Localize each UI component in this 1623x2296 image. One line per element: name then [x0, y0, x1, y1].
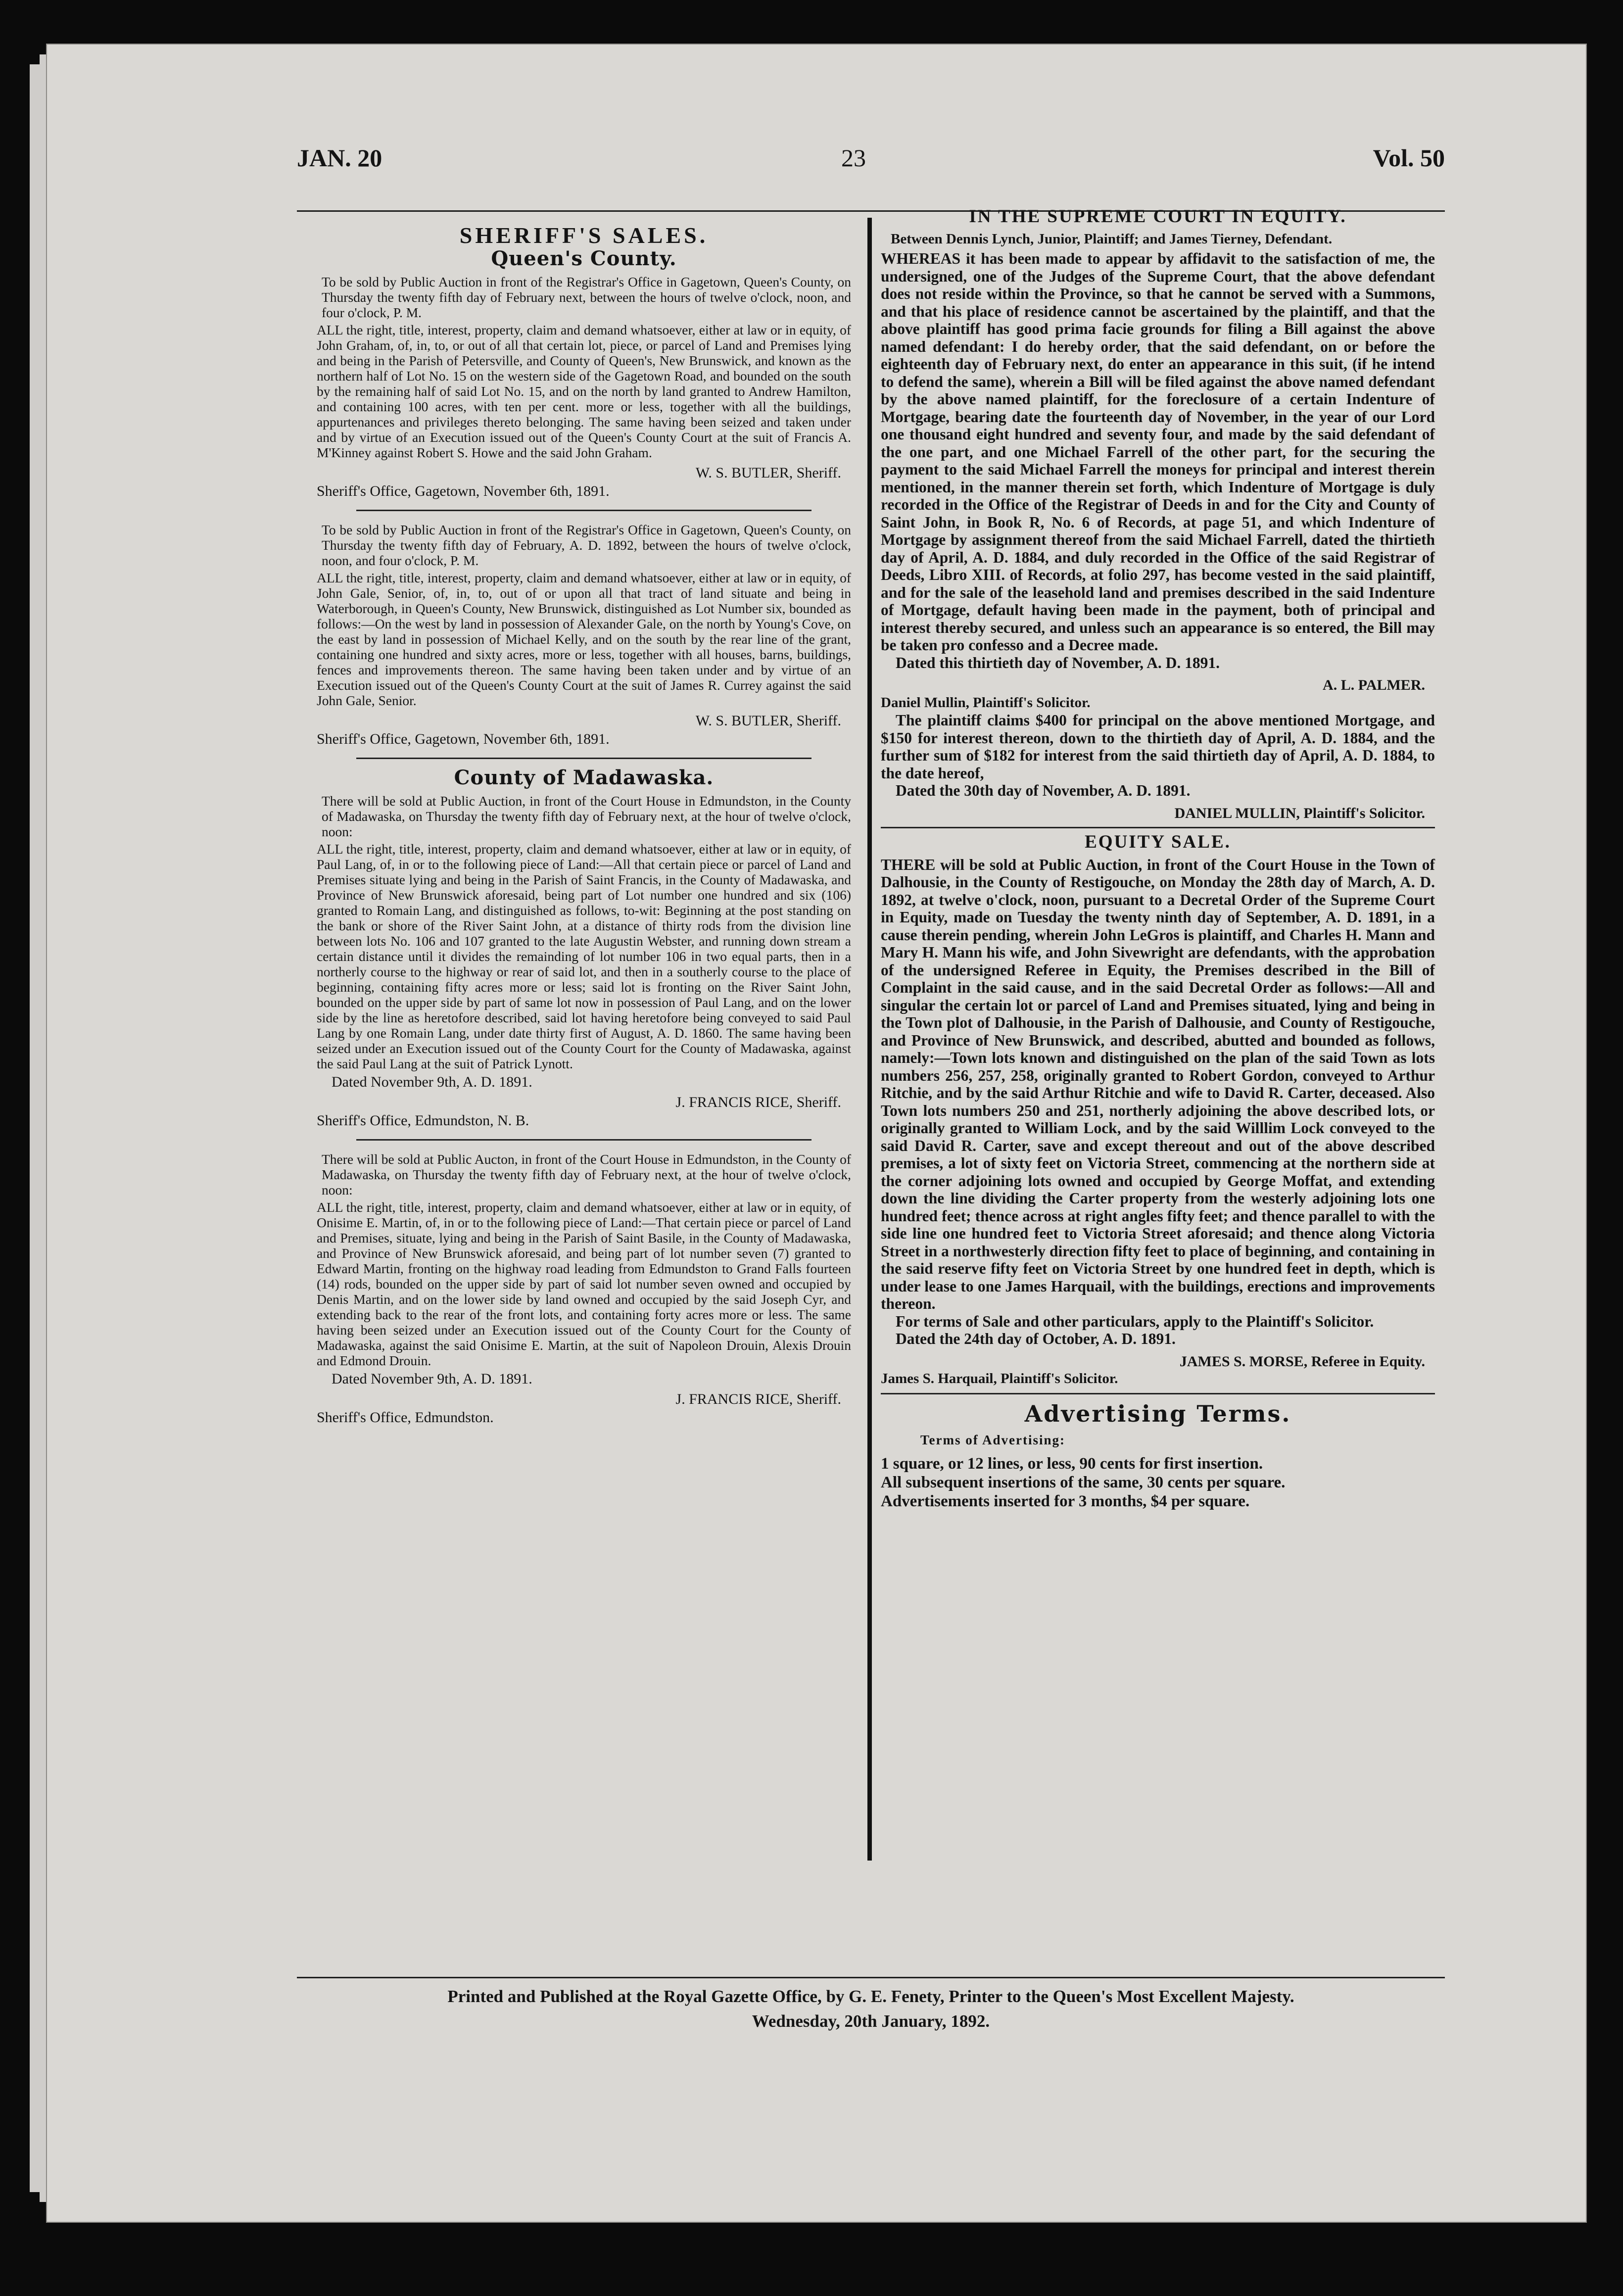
equity-solicitor: James S. Harquail, Plaintiff's Solicitor. [881, 1371, 1118, 1387]
advertising-rate-2: All subsequent insertions of the same, 30 cents per square. [881, 1473, 1286, 1491]
separator [356, 1139, 812, 1141]
court-order-body: WHEREAS it has been made to appear by affidavit to the satisfaction of me, the undersigned, one of the Judges of the Supreme Court, that the above defendant does not reside within the Province, so that he cannot be served with a Summons, and that his place of residence cannot be ascertained by the plaintiff, and that the above plaintiff has good prima facie grounds for filing a Bill against the above named defendant: I do hereby order, that the said defendant, on or before the eighteenth day of February next, do enter an appearance in this suit, (if he intend to defend the same), wherein a Bill will be filed against the above named defendant by the above named plaintiff, for the foreclosure of a certain Indenture of Mortgage, bearing date the fourteenth day of November, in the year of our Lord one thousand eight hundred and seventy four, and made by the said defendant of the one part, and one Michael Farrell of the other part, for the securing the payment to the said Michael Farrell the moneys for principal and interest therein mentioned, in the manner therein set forth, which Indenture of Mortgage is duly recorded in the Office of the Registrar of Deeds in and for the City and County of Saint John, in Book R, No. 6 of Records, at page 51, and which Indenture of Mortgage by assignment thereof from the said Michael Farrell, dated the thirtieth day of April, A. D. 1884, and duly recorded in the Office of the said Registrar of Deeds, Libro XIII. of Records, at folio 297, has become vested in the said plaintiff, and for the sale of the leasehold land and premises described in the said Indenture of Mortgage, default having been made in the payment, both of principal and interest thereby secured, and unless such an appearance is so entered, the Bill may be taken pro confesso and a Decree made. [881, 250, 1435, 654]
madawaska-notice2-signature: J. FRANCIS RICE, Sheriff. [675, 1391, 841, 1407]
advertising-rate-3: Advertisements inserted for 3 months, $4 per square. [881, 1492, 1250, 1510]
queens-notice1-body: ALL the right, title, interest, property, claim and demand whatsoever, either at law or in equity, of John Graham, of, in, to, or out of all that certain lot, piece, or parcel of Land and Premises lying and being in the Parish of Petersville, and County of Queen's, New Brunswick, and known as the northern half of Lot No. 15 on the western side of the Gagetown Road, and bounded on the south by the remaining half of said Lot No. 15, and on the north by land granted to Andrew Hamilton, and containing 100 acres, with ten per cent. more or less, together with all the buildings, appurtenances and privileges thereto belonging. The same having been seized and taken under and by virtue of an Execution issued out of the Queen's County Court at the suit of Francis A. M'Kinney against Robert S. Howe and the said John Graham. [317, 322, 851, 460]
footer-printer: Printed and Published at the Royal Gazette Office, by G. E. Fenety, Printer to the Queen's Most Excellent Majesty. [447, 1987, 1294, 2006]
advertising-rate-1: 1 square, or 12 lines, or less, 90 cents for first insertion. [881, 1454, 1263, 1473]
equity-dated: Dated the 24th day of October, A. D. 1891. [896, 1330, 1176, 1347]
right-column [881, 208, 1435, 1511]
sheriffs-sales-title: SHERIFF'S SALES. [459, 223, 709, 248]
referee-signature: JAMES S. MORSE, Referee in Equity. [1179, 1353, 1425, 1370]
separator [356, 758, 812, 759]
plaintiff-claim: The plaintiff claims $400 for principal on the above mentioned Mortgage, and $150 for interest thereon, down to the thirtieth day of April, A. D. 1884, and the further sum of $182 for interest from the said thirtieth day of April, A. D. 1884, to the date hereof, [881, 712, 1435, 782]
queens-notice2-body: ALL the right, title, interest, property, claim and demand whatsoever, either at law or in equity, of John Gale, Senior, of, in, to, out of or upon all that tract of land situate and being in Waterborough, in Queen's County, New Brunswick, distinguished as Lot Number six, bounded as follows:—On the west by land in possession of Alexander Gale, on the north by Young's Cove, on the east by land in possession of Michael Kelly, and on the south by the rear line of the grant, containing one hundred and sixty acres, more or less, together with all houses, barns, buildings, fences and improvements thereon. The same having been taken under and by virtue of an Execution issued out of the Queen's County Court at the suit of James R. Currey against the said John Gale, Senior. [317, 570, 851, 708]
page-number: 23 [841, 144, 866, 172]
madawaska-notice2-body: ALL the right, title, interest, property, claim and demand whatsoever, either at law or in equity, of Onisime E. Martin, of, in or to the following piece of Land:—That certain piece or parcel of Land and Premises, situate, lying and being in the Parish of Saint Basile, in the County of Madawaska, and Province of New Brunswick aforesaid, and being part of lot number seven (7) granted to Edward Martin, fronting on the highway road leading from Edmundston to Grand Falls fourteen (14) rods, bounded on the upper side by part of said lot number seven owned and occupied by Denis Martin, and on the lower side by land owned and occupied by the said Joseph Cyr, and extending back to the rear of the front lots, and containing forty acres more or less. The same having been seized under an Execution issued out of the County Court for the County of Madawaska, against the said Onisime E. Martin, at the suit of Napoleon Drouin, Alexis Drouin and Edmond Drouin. [317, 1199, 851, 1368]
equity-terms: For terms of Sale and other particulars, apply to the Plaintiff's Solicitor. [896, 1312, 1374, 1330]
queens-notice1-dateline: Sheriff's Office, Gagetown, November 6th, 1891. [317, 483, 610, 499]
madawaska-notice2-dateline: Sheriff's Office, Edmundston. [317, 1409, 494, 1426]
madawaska-notice1-body: ALL the right, title, interest, property, claim and demand whatsoever, either at law or in equity, of Paul Lang, of, in or to the following piece of Land:—All that certain piece or parcel of Land and Premises situate lying and being in the Parish of Saint Francis, in the County of Madawaska, and Province of New Brunswick aforesaid, being part of Lot number one hundred and six (106) granted to Romain Lang, and distinguished as follows, to-wit: Beginning at the post standing on the bank or shore of the River Saint John, at a distance of thirty rods from the division line between lots No. 106 and 107 granted to the late Augustin Webster, and running down stream a certain distance until it divides the remainding of lot number 106 in two equal parts, then in a northerly course to the highway or rear of said lot, and then in a southerly course to the place of beginning, containing fifty acres more or less; said lot is fronting on the River Saint John, bounded on the upper side by part of same lot now in possession of Paul Lang, and on the lower side by the line as heretofore described, said lot having heretofore being conveyed to said Paul Lang by one Romain Lang, under date thirty first of August, A. D. 1860. The same having been seized under an Execution issued out of the County Court for the County of Madawaska, against the said Paul Lang at the suit of Patrick Lynott. [317, 841, 851, 1071]
separator [881, 1393, 1435, 1394]
claim-dated: Dated the 30th day of November, A. D. 1891. [896, 782, 1191, 799]
supreme-court-title: IN THE SUPREME COURT IN EQUITY. [969, 206, 1347, 227]
court-solicitor: Daniel Mullin, Plaintiff's Solicitor. [881, 694, 1091, 711]
equity-sale-title: EQUITY SALE. [1085, 832, 1231, 852]
queens-notice1-signature: W. S. BUTLER, Sheriff. [695, 465, 841, 481]
separator [356, 510, 812, 511]
footer-rule [297, 1977, 1445, 1978]
header-date: JAN. 20 [297, 144, 382, 172]
column-divider [867, 218, 872, 1861]
madawaska-notice1-intro: There will be sold at Public Auction, in front of the Court House in Edmundston, in the County of Madawaska, on Thursday the twenty fifth day of February next, at the hour of twelve o'clock, noon: [322, 793, 851, 839]
page-header [297, 144, 1445, 188]
advertising-terms-title: Advertising Terms. [1024, 1400, 1291, 1427]
madawaska-heading: County of Madawaska. [454, 766, 714, 789]
equity-sale-body: THERE will be sold at Public Auction, in front of the Court House in the Town of Dalhousie, in the County of Restigouche, on Monday the 28th day of March, A. D. 1892, at twelve o'clock, noon, pursuant to a Decretal Order of the Supreme Court in Equity, made on Tuesday the twenty ninth day of September, A. D. 1891, in a cause therein pending, wherein John LeGros is plaintiff, and Charles H. Mann and Mary H. Mann his wife, and John Sivewright are defendants, with the approbation of the undersigned Referee in Equity, the Premises described in the Bill of Complaint in the said cause, and in the said Decretal Order as follows:—All and singular the certain lot or parcel of Land and Premises situated, lying and being in the Town plot of Dalhousie, in the Parish of Dalhousie, and County of Restigouche, and Province of New Brunswick, and described, abutted and bounded as follows, namely:—Town lots known and distinguished on the plan of the said Town as lots numbers 256, 257, 258, originally granted to Robert Gordon, conveyed to Arthur Ritchie, and by the said Arthur Ritchie and wife to David R. Carter, deceased. Also Town lots numbers 250 and 251, northerly adjoining the above described lots, or originally granted to William Lock, and by the said Willlim Lock conveyed to the said David R. Carter, save and except thereout and out of the above described premises, a lot of sixty feet on Victoria Street, commencing at the northern side at the corner adjoining lots owned and occupied by George Moffat, and extending down the line dividing the Carter property from the westerly adjoining lots one hundred feet; thence across at right angles fifty feet; and thence parallel to with the side line one hundred feet to Victoria Street aforesaid; and thence along Victoria Street in a northwesterly direction fifty feet to place of beginning, and containing in the said reserve fifty feet on Victoria Street by one hundred feet in depth, which is under lease to one James Harquail, with the buildings, erections and improvements thereon. [881, 856, 1435, 1312]
madawaska-notice1-dated: Dated November 9th, A. D. 1891. [332, 1074, 532, 1090]
left-column [317, 208, 851, 1425]
madawaska-notice1-dateline: Sheriff's Office, Edmundston, N. B. [317, 1112, 529, 1129]
separator [881, 827, 1435, 828]
queens-notice2-intro: To be sold by Public Auction in front of the Registrar's Office in Gagetown, Queen's County, on Thursday the twenty fifth day of February, A. D. 1892, between the hours of twelve o'clock, noon, and four o'clock, P. M. [322, 522, 851, 568]
judge-signature: A. L. PALMER. [1323, 677, 1425, 693]
queens-notice1-intro: To be sold by Public Auction in front of the Registrar's Office in Gagetown, Queen's County, on Thursday the twenty fifth day of February next, between the hours of twelve o'clock, noon, and four o'clock, P. M. [322, 274, 851, 320]
queens-notice2-dateline: Sheriff's Office, Gagetown, November 6th, 1891. [317, 731, 610, 747]
madawaska-notice1-signature: J. FRANCIS RICE, Sheriff. [675, 1094, 841, 1110]
footer [297, 1984, 1445, 2034]
court-parties: Between Dennis Lynch, Junior, Plaintiff; and James Tierney, Defendant. [891, 231, 1333, 247]
volume-number: Vol. 50 [1373, 144, 1445, 172]
queens-county-heading: Queen's County. [491, 247, 677, 270]
footer-date: Wednesday, 20th January, 1892. [752, 2011, 990, 2031]
claim-signature: DANIEL MULLIN, Plaintiff's Solicitor. [1174, 805, 1425, 821]
advertising-terms-subtitle: Terms of Advertising: [920, 1433, 1065, 1447]
madawaska-notice2-dated: Dated November 9th, A. D. 1891. [332, 1371, 532, 1387]
madawaska-notice2-intro: There will be sold at Public Aucton, in front of the Court House in Edmundston, in the County of Madawaska, on Thursday the twenty fifth day of February next, at the hour of twelve o'clock, noon: [322, 1151, 851, 1197]
queens-notice2-signature: W. S. BUTLER, Sheriff. [695, 713, 841, 729]
court-order-dated: Dated this thirtieth day of November, A. D. 1891. [896, 654, 1220, 671]
